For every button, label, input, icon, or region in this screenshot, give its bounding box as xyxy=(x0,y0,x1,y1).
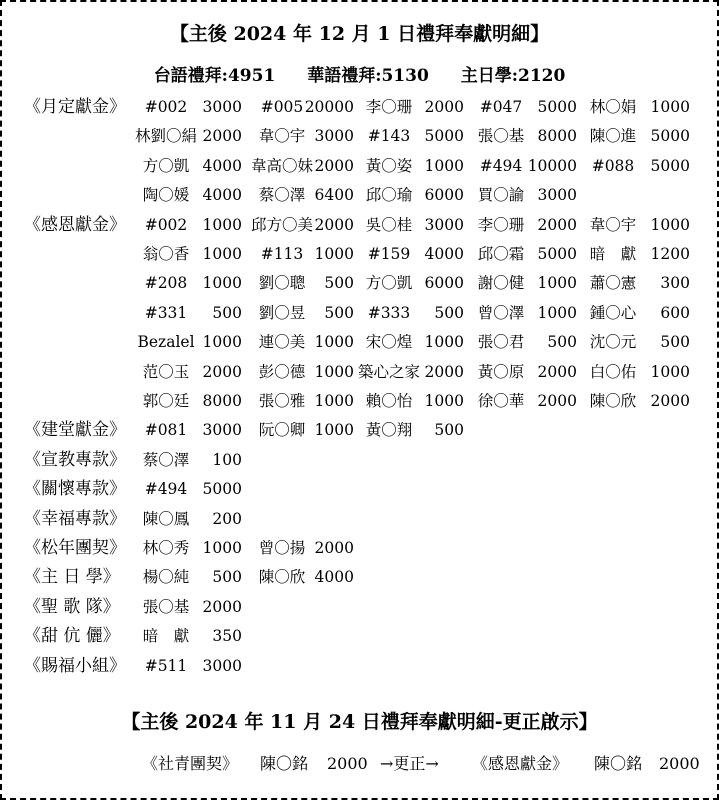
donation-amount: 6400 xyxy=(314,186,354,205)
donation-amount: 500 xyxy=(434,421,464,440)
donation-amount: 350 xyxy=(212,627,242,646)
donor-name: 韋高〇妹 xyxy=(250,156,313,175)
correction-from-amount: 2000 xyxy=(327,754,368,773)
donation-amount: 1000 xyxy=(314,392,354,410)
donation-amount: 4000 xyxy=(424,245,464,263)
donor-name: 范〇玉 xyxy=(142,362,190,381)
category-label: 《幸福專款》 xyxy=(24,508,126,529)
donation-amount: 200 xyxy=(212,509,242,528)
donation-amount: 100 xyxy=(212,450,242,469)
page-title: 【主後 2024 年 12 月 1 日禮拜奉獻明細】 xyxy=(169,23,550,45)
donation-amount: 1000 xyxy=(650,98,690,116)
donation-amount: 6000 xyxy=(424,274,464,293)
donor-name: 林〇娟 xyxy=(589,98,637,116)
donor-name: #143 xyxy=(367,127,411,146)
donation-amount: 1000 xyxy=(314,421,354,440)
category-label: 《甜 伉 儷》 xyxy=(24,626,120,647)
donor-name: 黃〇姿 xyxy=(365,156,413,175)
donor-name: #494 xyxy=(479,156,523,175)
donor-name: #002 xyxy=(144,98,188,116)
donor-name: 李〇珊 xyxy=(365,98,413,116)
donation-amount: 5000 xyxy=(537,245,577,263)
donation-amount: 2000 xyxy=(537,215,577,234)
donation-amount: 3000 xyxy=(314,127,354,146)
donation-amount: 1000 xyxy=(424,392,464,410)
donation-amount: 4000 xyxy=(314,568,354,587)
donor-name: 徐〇華 xyxy=(477,392,525,410)
donation-amount: 500 xyxy=(212,568,242,587)
donation-amount: 5000 xyxy=(650,156,690,175)
donor-name: 韋〇宇 xyxy=(589,215,637,234)
donation-amount: 500 xyxy=(547,333,577,352)
donor-name: 連〇美 xyxy=(258,333,306,352)
donation-amount: 1000 xyxy=(537,303,577,322)
donor-name: 黃〇原 xyxy=(477,362,525,381)
donation-amount: 1000 xyxy=(202,539,242,557)
donation-amount: 1000 xyxy=(202,274,242,293)
donor-name: 買〇諭 xyxy=(477,186,525,205)
donation-amount: 1000 xyxy=(314,245,354,263)
donor-name: #088 xyxy=(591,156,635,175)
donation-amount: 8000 xyxy=(537,127,577,146)
donation-amount: 2000 xyxy=(314,215,354,234)
donor-name: 蔡〇澤 xyxy=(142,450,190,469)
donor-name: 楊〇純 xyxy=(142,568,190,587)
donor-name: 張〇君 xyxy=(477,333,525,352)
donation-amount: 1000 xyxy=(537,274,577,293)
correction-from-name: 陳〇銘 xyxy=(260,754,309,773)
donor-name: 張〇基 xyxy=(142,597,190,616)
donation-amount: 2000 xyxy=(202,362,242,381)
donation-amount: 2000 xyxy=(537,392,577,410)
donation-amount: 5000 xyxy=(202,480,242,499)
donor-name: 韋〇宇 xyxy=(258,127,306,146)
donation-amount: 5000 xyxy=(650,127,690,146)
donation-amount: 5000 xyxy=(424,127,464,146)
donor-name: #047 xyxy=(479,98,523,116)
donation-amount: 3000 xyxy=(202,421,242,440)
donor-name: 吳〇桂 xyxy=(365,215,413,234)
donation-amount: 2000 xyxy=(202,127,242,146)
donation-amount: 500 xyxy=(660,333,690,352)
donation-amount: 3000 xyxy=(202,656,242,675)
stat-taiwanese-service: 台語禮拜:4951 xyxy=(153,66,276,86)
donor-name: #113 xyxy=(260,245,304,263)
donor-name: 彭〇德 xyxy=(258,362,306,381)
donation-amount: 2000 xyxy=(424,98,464,116)
donation-amount: 8000 xyxy=(202,392,242,410)
donation-amount: 1000 xyxy=(202,215,242,234)
donation-amount: 3000 xyxy=(424,215,464,234)
donation-amount: 4000 xyxy=(202,186,242,205)
category-label: 《松年團契》 xyxy=(24,538,126,558)
donation-amount: 500 xyxy=(434,303,464,322)
category-label: 《賜福小組》 xyxy=(24,655,126,676)
donor-name: 方〇凱 xyxy=(365,274,413,293)
donation-amount: 10000 xyxy=(527,156,577,175)
correction-to-name: 陳〇銘 xyxy=(594,754,643,773)
donation-amount: 3000 xyxy=(537,186,577,205)
category-label: 《感恩獻金》 xyxy=(24,214,126,235)
donation-amount: 1000 xyxy=(424,156,464,175)
donation-amount: 600 xyxy=(660,303,690,322)
donor-name: 郭〇廷 xyxy=(142,392,190,410)
category-label: 《月定獻金》 xyxy=(24,97,126,117)
donation-amount: 300 xyxy=(660,274,690,293)
donor-name: 邱方〇美 xyxy=(250,215,313,234)
donation-amount: 500 xyxy=(324,274,354,293)
donor-name: 方〇凱 xyxy=(142,156,190,175)
donor-name: #081 xyxy=(144,421,188,440)
donor-name: 曾〇揚 xyxy=(258,539,306,557)
donation-amount: 1000 xyxy=(202,333,242,352)
category-label: 《聖 歌 隊》 xyxy=(24,596,120,617)
donor-name: #511 xyxy=(144,656,188,675)
donor-name: 暗 獻 xyxy=(142,627,190,646)
donor-name: #002 xyxy=(144,215,188,234)
stat-mandarin-service: 華語禮拜:5130 xyxy=(307,66,429,86)
donor-name: 張〇雅 xyxy=(258,392,306,410)
donor-name: 劉〇昱 xyxy=(258,303,306,322)
category-label: 《建堂獻金》 xyxy=(24,420,126,441)
donor-name: #494 xyxy=(144,480,188,499)
correction-title: 【主後 2024 年 11 月 24 日禮拜奉獻明細-更正啟示】 xyxy=(121,711,598,733)
category-label: 《宣教專款》 xyxy=(24,449,126,470)
donation-amount: 1000 xyxy=(314,362,354,381)
donor-name: 李〇珊 xyxy=(477,215,525,234)
donor-name: 暗 獻 xyxy=(589,245,637,263)
donation-amount: 1200 xyxy=(650,245,690,263)
donor-name: #331 xyxy=(144,303,188,322)
donation-amount: 2000 xyxy=(537,362,577,381)
donor-name: 翁〇香 xyxy=(142,245,190,263)
donor-name: 謝〇健 xyxy=(477,274,525,293)
donation-amount: 4000 xyxy=(202,156,242,175)
donation-amount: 1000 xyxy=(314,333,354,352)
donor-name: 邱〇霜 xyxy=(477,245,525,263)
correction-from-category: 《社青團契》 xyxy=(142,754,239,773)
donation-amount: 500 xyxy=(212,303,242,322)
donor-name: 蕭〇憲 xyxy=(589,274,637,293)
donor-name: 陳〇欣 xyxy=(258,568,306,587)
donor-name: #005 xyxy=(260,98,304,116)
donor-name: 鍾〇心 xyxy=(589,303,637,322)
donor-name: 白〇佑 xyxy=(589,362,637,381)
donation-amount: 2000 xyxy=(424,362,464,381)
donor-name: 賴〇怡 xyxy=(365,392,413,410)
donor-name: 宋〇煌 xyxy=(365,333,413,352)
donor-name: 劉〇聰 xyxy=(258,274,306,293)
attendance-stats xyxy=(2,61,717,86)
donor-name: 阮〇卿 xyxy=(258,421,306,440)
donor-name: 邱〇瑜 xyxy=(365,186,413,205)
donation-amount: 2000 xyxy=(650,392,690,410)
correction-to-category: 《感恩獻金》 xyxy=(472,754,569,773)
donor-name: 林劉〇絹 xyxy=(134,127,197,146)
donor-name: 築心之家 xyxy=(357,362,420,381)
correction-arrow: →更正→ xyxy=(380,754,439,773)
donor-name: #208 xyxy=(144,274,188,293)
donation-amount: 1000 xyxy=(650,215,690,234)
donor-name: 曾〇澤 xyxy=(477,303,525,322)
donation-amount: 2000 xyxy=(314,539,354,557)
donation-amount: 1000 xyxy=(424,333,464,352)
donation-amount: 3000 xyxy=(202,98,242,116)
donor-name: 黃〇翔 xyxy=(365,421,413,440)
donation-amount: 5000 xyxy=(537,98,577,116)
donor-name: 張〇基 xyxy=(477,127,525,146)
donor-name: #333 xyxy=(367,303,411,322)
donation-amount: 1000 xyxy=(650,362,690,381)
donation-amount: 1000 xyxy=(202,245,242,263)
donor-name: Bezalel xyxy=(137,333,195,352)
donor-name: 蔡〇澤 xyxy=(258,186,306,205)
donation-amount: 500 xyxy=(324,303,354,322)
donation-amount: 20000 xyxy=(304,98,354,116)
donor-name: 陳〇欣 xyxy=(589,392,637,410)
donor-name: 陳〇進 xyxy=(589,127,637,146)
category-label: 《主 日 學》 xyxy=(24,567,120,588)
stat-sunday-school: 主日學:2120 xyxy=(460,66,566,86)
correction-to-amount: 2000 xyxy=(659,754,700,773)
donor-name: #159 xyxy=(367,245,411,263)
donation-amount: 2000 xyxy=(314,156,354,175)
donor-name: 沈〇元 xyxy=(589,333,637,352)
donor-name: 陶〇媛 xyxy=(142,186,190,205)
donor-name: 林〇秀 xyxy=(142,539,190,557)
donation-amount: 2000 xyxy=(202,597,242,616)
donation-amount: 6000 xyxy=(424,186,464,205)
category-label: 《關懷專款》 xyxy=(24,479,126,500)
donor-name: 陳〇鳳 xyxy=(142,509,190,528)
